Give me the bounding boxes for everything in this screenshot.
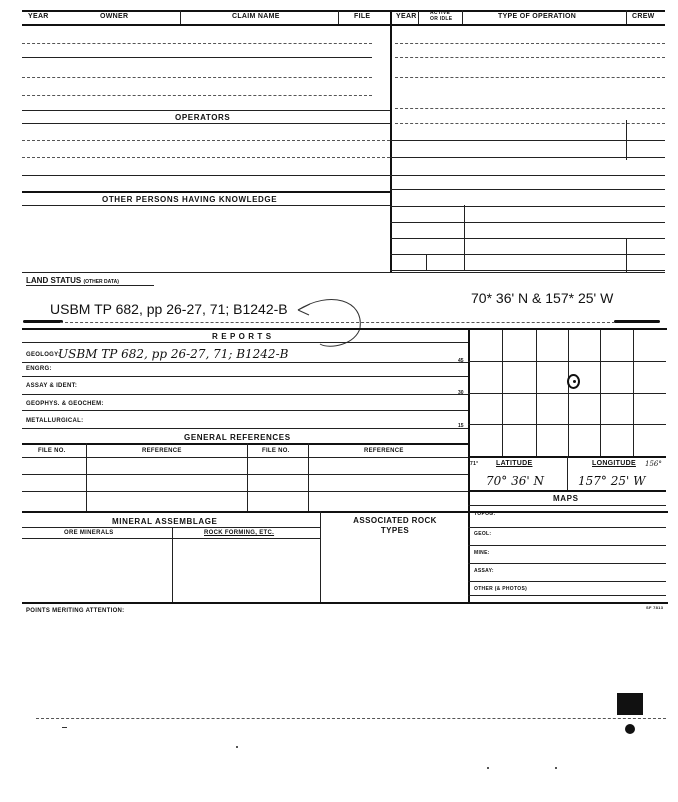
ore-minerals-label: ORE MINERALS bbox=[64, 530, 114, 536]
reports-title: R E P O R T S bbox=[212, 332, 272, 341]
ref-col-file-no-2: FILE NO. bbox=[262, 448, 290, 454]
mineral-assemblage-title: MINERAL ASSEMBLAGE bbox=[112, 517, 218, 526]
reports-geophys-label: GEOPHYS. & GEOCHEM: bbox=[26, 401, 104, 407]
speck-1 bbox=[62, 727, 67, 728]
associated-rock-types-title: ASSOCIATED ROCK TYPES bbox=[353, 516, 437, 535]
registration-square bbox=[617, 693, 643, 715]
grid-number-45: 45 bbox=[458, 358, 464, 364]
header-type-of-operation: TYPE OF OPERATION bbox=[498, 13, 577, 20]
registration-dot bbox=[625, 724, 635, 734]
latitude-label: LATITUDE bbox=[496, 460, 533, 467]
rock-forming-label: ROCK FORMING, ETC. bbox=[204, 530, 275, 536]
ref-col-reference-1: REFERENCE bbox=[142, 448, 182, 454]
mark-left bbox=[23, 320, 63, 323]
reports-assay-label: ASSAY & IDENT: bbox=[26, 383, 78, 389]
points-meriting-attention: POINTS MERITING ATTENTION: bbox=[26, 608, 125, 614]
land-status-title: LAND STATUS (OTHER DATA) bbox=[26, 276, 119, 285]
maps-assay: ASSAY: bbox=[474, 568, 494, 574]
header-file: FILE bbox=[354, 13, 371, 20]
maps-mine: MINE: bbox=[474, 550, 490, 556]
general-references-title: GENERAL REFERENCES bbox=[184, 433, 291, 442]
header-crew: CREW bbox=[632, 13, 655, 20]
reports-geology-label: GEOLOGY: bbox=[26, 352, 61, 358]
speck-2 bbox=[236, 746, 238, 748]
ref-col-file-no-1: FILE NO. bbox=[38, 448, 66, 454]
latitude-value: 70° 36' N bbox=[486, 474, 544, 488]
reports-geology-value: USBM TP 682, pp 26-27, 71; B1242-B bbox=[58, 347, 289, 361]
operators-title: OPERATORS bbox=[175, 113, 231, 122]
speck-3 bbox=[487, 767, 489, 769]
reports-metallurgical-label: METALLURGICAL: bbox=[26, 418, 84, 424]
lat-prefix: 71° bbox=[470, 461, 479, 467]
location-marker-dot bbox=[573, 380, 576, 383]
longitude-suffix: 156° bbox=[645, 460, 662, 468]
form-number: SF 7813 bbox=[646, 605, 664, 610]
header-active-idle: ACTIVE OR IDLE bbox=[430, 10, 453, 22]
header-year-2: YEAR bbox=[396, 13, 417, 20]
grid-number-15: 15 bbox=[458, 423, 464, 429]
maps-other: OTHER (& PHOTOS) bbox=[474, 586, 528, 592]
reports-engrg-label: ENGRG: bbox=[26, 366, 52, 372]
maps-geol: GEOL: bbox=[474, 531, 492, 537]
maps-title: MAPS bbox=[553, 494, 579, 503]
land-status-coordinates: 70* 36' N & 157* 25' W bbox=[471, 290, 614, 306]
header-claim-name: CLAIM NAME bbox=[232, 13, 280, 20]
land-status-reference: USBM TP 682, pp 26-27, 71; B1242-B bbox=[50, 301, 288, 317]
ref-col-reference-2: REFERENCE bbox=[364, 448, 404, 454]
mark-right bbox=[614, 320, 660, 323]
header-year: YEAR bbox=[28, 13, 49, 20]
longitude-value: 157° 25' W bbox=[578, 474, 646, 488]
maps-topog: TOPOG: bbox=[474, 511, 496, 517]
other-persons-title: OTHER PERSONS HAVING KNOWLEDGE bbox=[102, 195, 278, 204]
grid-number-30: 30 bbox=[458, 390, 464, 396]
longitude-label: LONGITUDE bbox=[592, 460, 636, 467]
header-owner: OWNER bbox=[100, 13, 129, 20]
speck-4 bbox=[555, 767, 557, 769]
